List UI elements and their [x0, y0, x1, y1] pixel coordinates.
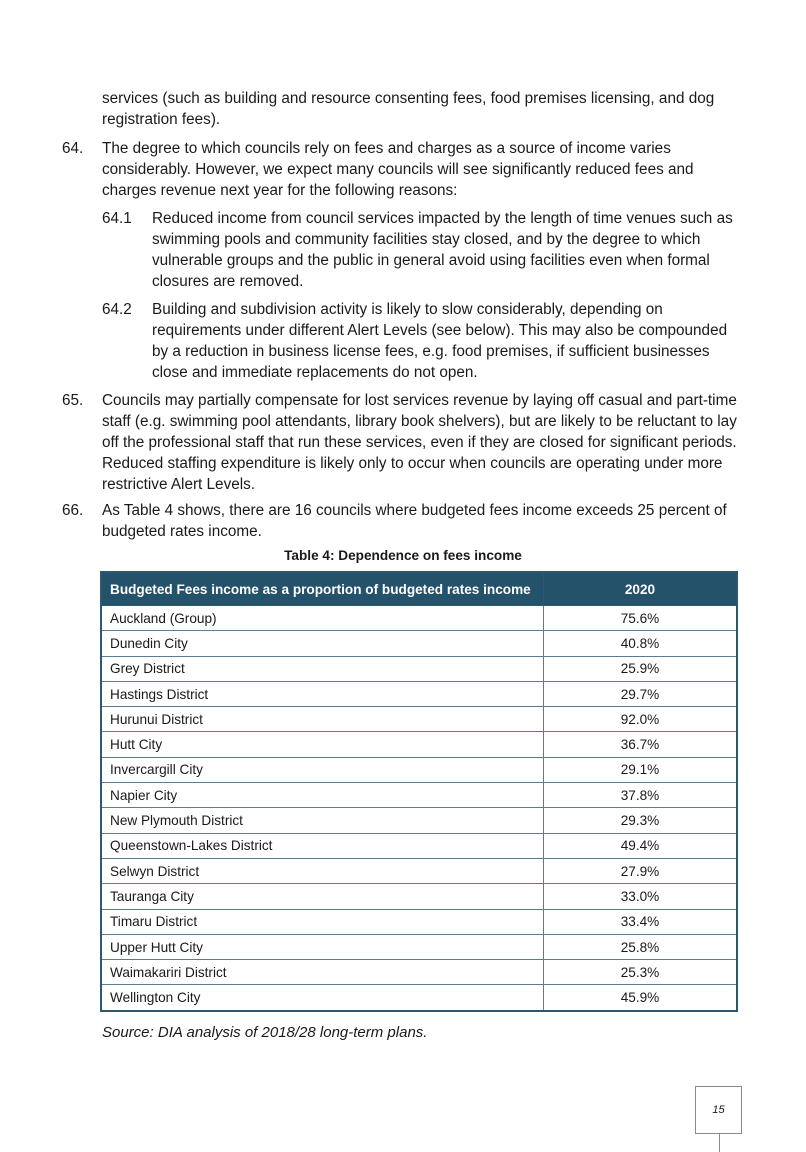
table-row: [101, 934, 737, 959]
table-row: [101, 960, 737, 985]
table-row: [101, 858, 737, 883]
council-name-cell: Selwyn District: [101, 858, 543, 883]
subparagraph-text: Building and subdivision activity is likely to slow considerably, depending on requirements under different Alert Levels (see below). This may also be compounded by a reduction in business license fees, e.g. food premises, if sufficient businesses close and immediate replacements do not open.: [152, 301, 728, 381]
table-row: [101, 681, 737, 706]
council-name-cell: Wellington City: [101, 985, 543, 1011]
page-number-tail-line: [719, 1134, 720, 1152]
table-row: [101, 808, 737, 833]
table-row: [101, 707, 737, 732]
council-name-cell: Queenstown-Lakes District: [101, 833, 543, 858]
table-row: [101, 884, 737, 909]
table-header-row: [101, 572, 737, 606]
subparagraph-number: 64.1: [102, 210, 132, 227]
table-caption: Table 4: Dependence on fees income: [284, 548, 522, 563]
fees-ratio-cell: 33.4%: [543, 909, 737, 934]
paragraph-text: The degree to which councils rely on fees and charges as a source of income varies considerably. However, we expect many councils will see significantly reduced fees and charges revenue next year for the following reasons:: [102, 140, 694, 199]
fees-ratio-cell: 25.8%: [543, 934, 737, 959]
paragraph-number: 65.: [62, 392, 84, 409]
source-note: Source: DIA analysis of 2018/28 long-term plans.: [102, 1024, 428, 1041]
table-row: [101, 606, 737, 631]
paragraph-number: 66.: [62, 502, 84, 519]
fees-ratio-cell: 75.6%: [543, 606, 737, 631]
fees-ratio-cell: 27.9%: [543, 858, 737, 883]
page-number: 15: [695, 1086, 742, 1134]
fees-ratio-cell: 37.8%: [543, 783, 737, 808]
fees-ratio-cell: 33.0%: [543, 884, 737, 909]
table-header-council: Budgeted Fees income as a proportion of budgeted rates income: [101, 572, 543, 606]
fees-ratio-cell: 29.3%: [543, 808, 737, 833]
table-row: [101, 909, 737, 934]
council-name-cell: Auckland (Group): [101, 606, 543, 631]
table-row: [101, 732, 737, 757]
fees-ratio-cell: 40.8%: [543, 631, 737, 656]
table-row: [101, 985, 737, 1011]
council-name-cell: New Plymouth District: [101, 808, 543, 833]
subparagraph-64-1: [102, 208, 742, 292]
fees-table: [100, 571, 738, 1012]
subparagraph-64-2: [102, 299, 742, 383]
paragraph-number: 64.: [62, 140, 84, 157]
table-row: [101, 783, 737, 808]
council-name-cell: Invercargill City: [101, 757, 543, 782]
table-row: [101, 656, 737, 681]
paragraph-64: [62, 138, 744, 201]
council-name-cell: Upper Hutt City: [101, 934, 543, 959]
council-name-cell: Waimakariri District: [101, 960, 543, 985]
fees-ratio-cell: 92.0%: [543, 707, 737, 732]
fees-ratio-cell: 36.7%: [543, 732, 737, 757]
fees-ratio-cell: 45.9%: [543, 985, 737, 1011]
council-name-cell: Tauranga City: [101, 884, 543, 909]
fees-ratio-cell: 49.4%: [543, 833, 737, 858]
fees-ratio-cell: 29.7%: [543, 681, 737, 706]
fees-ratio-cell: 25.9%: [543, 656, 737, 681]
council-name-cell: Dunedin City: [101, 631, 543, 656]
paragraph-text: Councils may partially compensate for lost services revenue by laying off casual and part-time staff (e.g. swimming pool attendants, library book shelvers), but are likely to be reluctant to lay off the professional staff that run these services, even if they are closed for significant periods. Reduced staffing expenditure is likely only to occur when councils are operating under more restrictive Alert Levels.: [102, 392, 737, 493]
subparagraph-number: 64.2: [102, 301, 132, 318]
continuation-text: services (such as building and resource consenting fees, food premises licensing, and dog registration fees).: [102, 90, 715, 128]
council-name-cell: Hurunui District: [101, 707, 543, 732]
subparagraph-text: Reduced income from council services impacted by the length of time venues such as swimming pools and community facilities stay closed, and by the degree to which vulnerable groups and the public in general avoid using facilities even when formal closures are removed.: [152, 210, 733, 290]
fees-ratio-cell: 25.3%: [543, 960, 737, 985]
paragraph-66: [62, 500, 744, 542]
council-name-cell: Hutt City: [101, 732, 543, 757]
council-name-cell: Grey District: [101, 656, 543, 681]
paragraph-65: [62, 390, 744, 495]
table-header-year: 2020: [543, 572, 737, 606]
council-name-cell: Hastings District: [101, 681, 543, 706]
fees-ratio-cell: 29.1%: [543, 757, 737, 782]
paragraph-text: As Table 4 shows, there are 16 councils where budgeted fees income exceeds 25 percent of budgeted rates income.: [102, 502, 727, 540]
table-row: [101, 833, 737, 858]
council-name-cell: Napier City: [101, 783, 543, 808]
table-row: [101, 631, 737, 656]
table-row: [101, 757, 737, 782]
council-name-cell: Timaru District: [101, 909, 543, 934]
